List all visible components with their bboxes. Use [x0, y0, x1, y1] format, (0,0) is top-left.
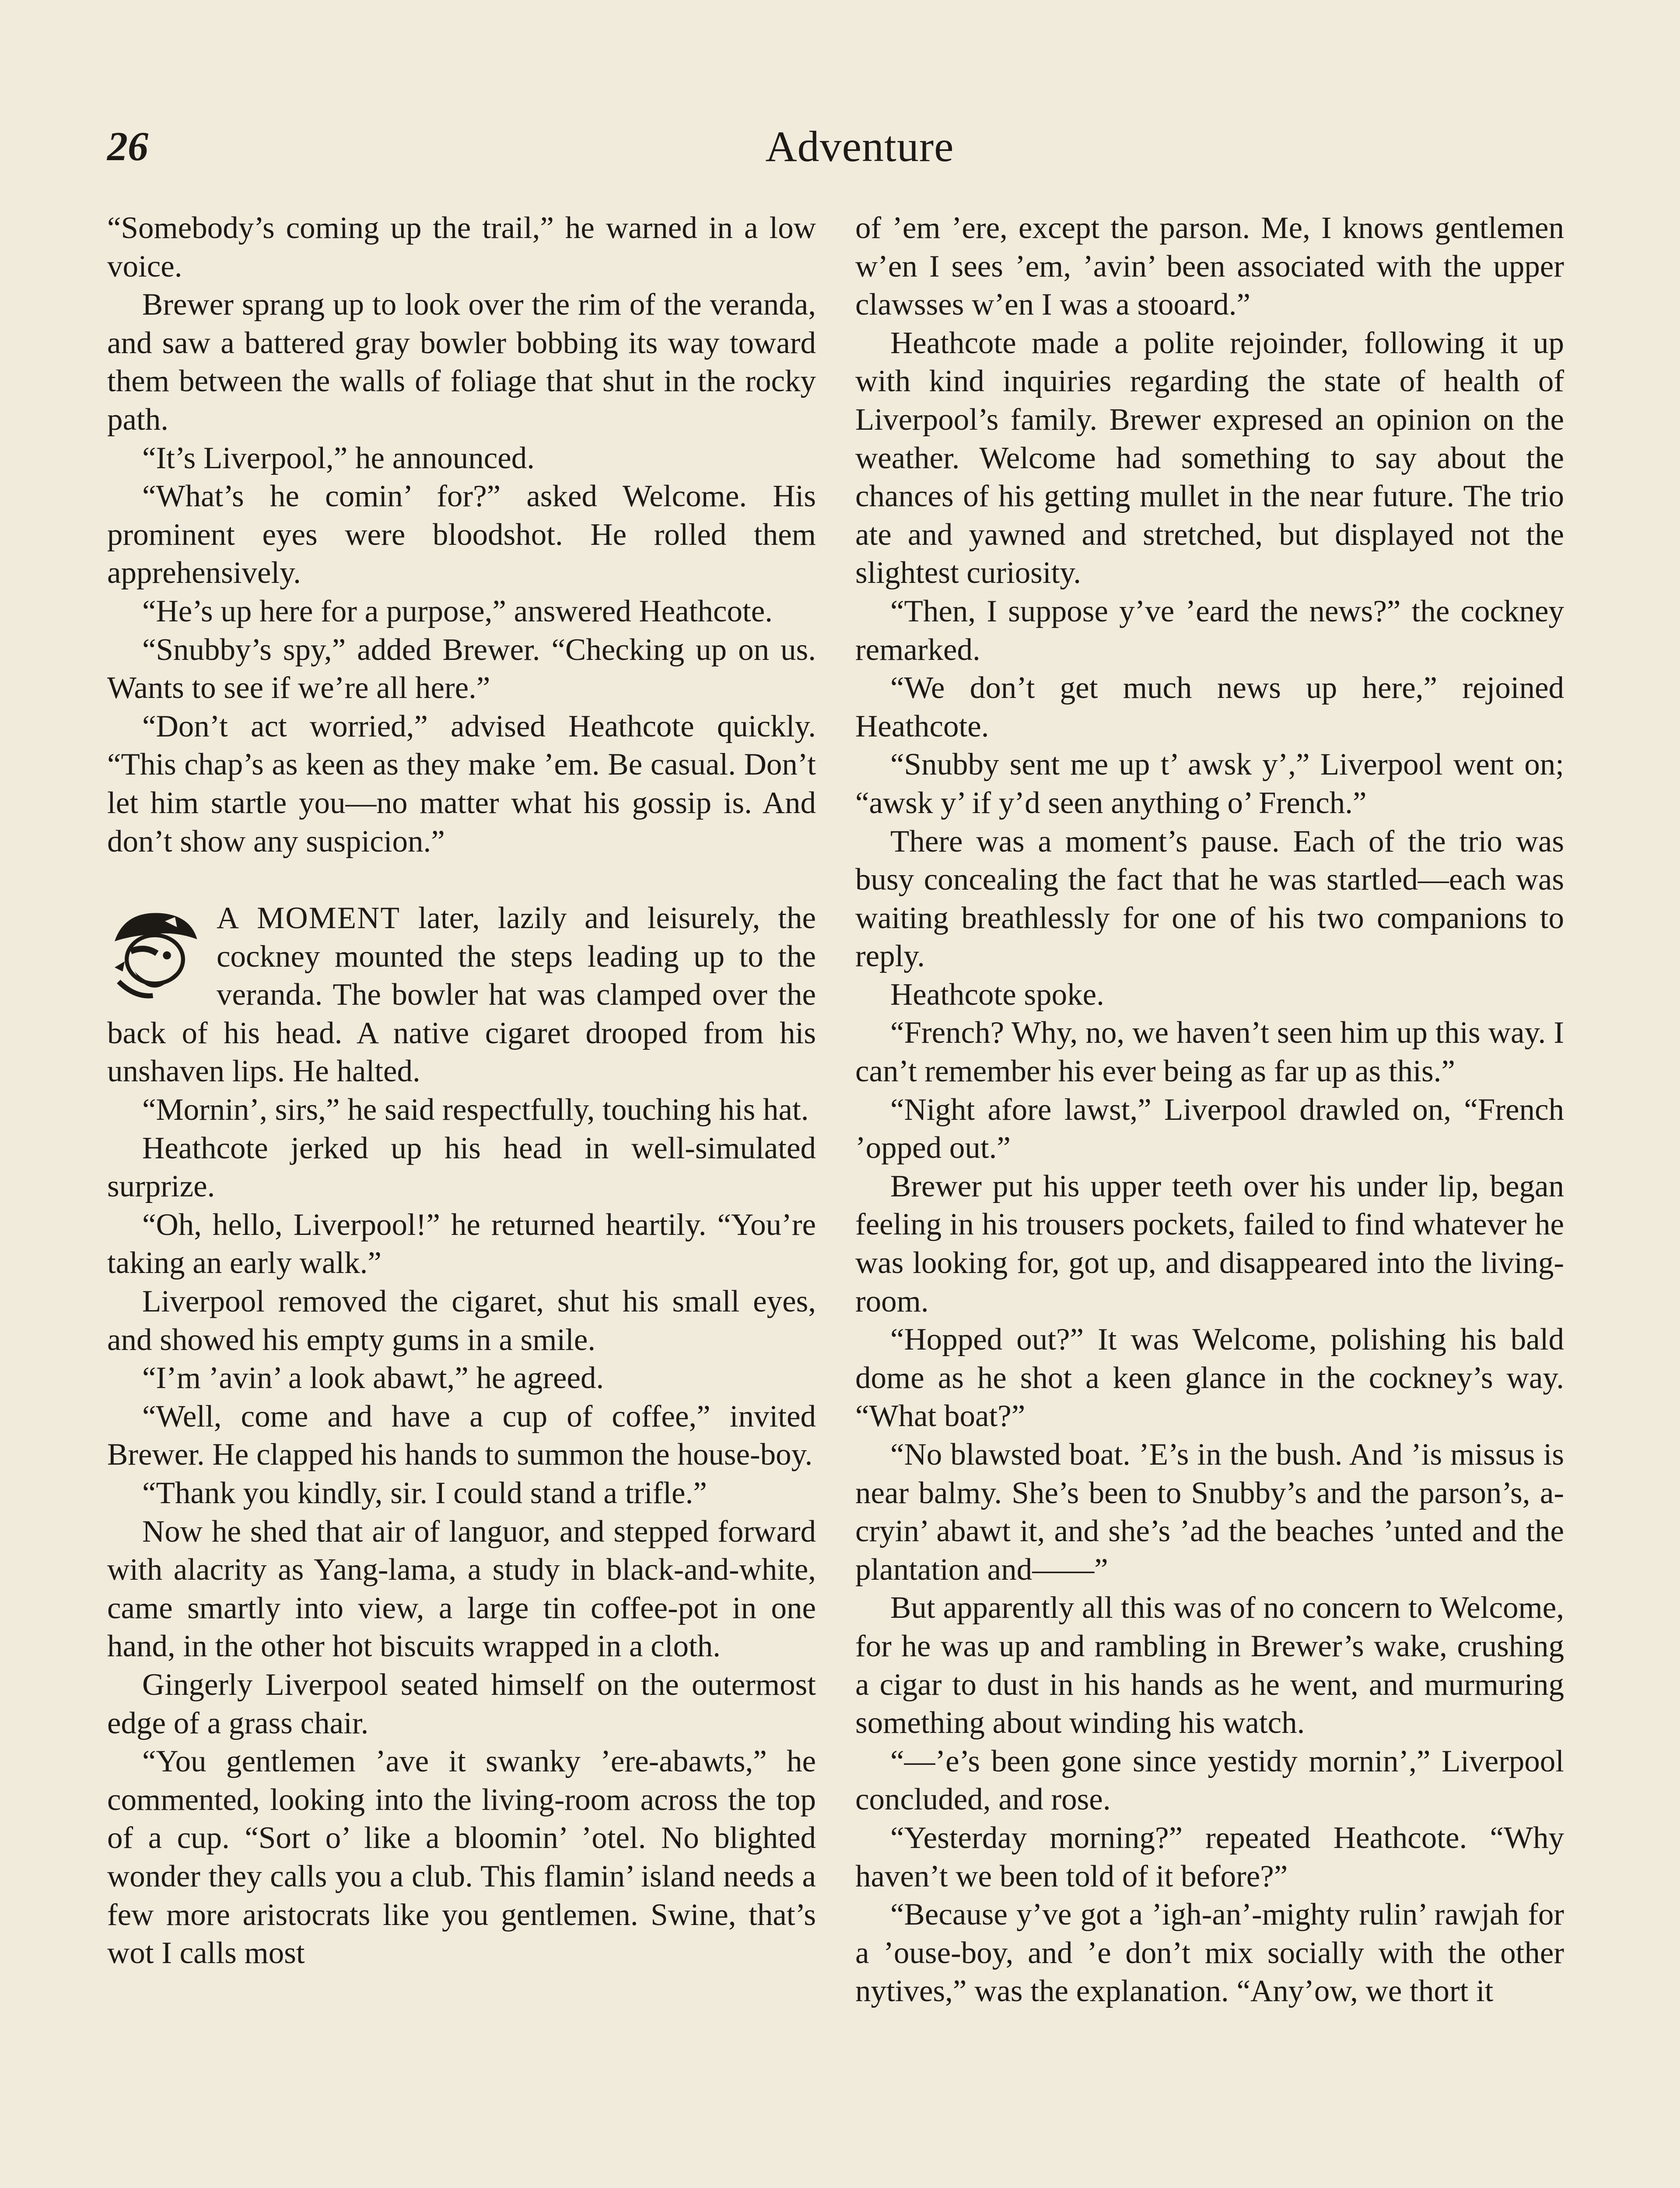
- paragraph: Heathcote jerked up his head in well-simulated surprize.: [107, 1131, 816, 1204]
- running-title: Adventure: [765, 122, 954, 171]
- paragraph: “Then, I suppose y’ve ’eard the news?” the cockney remarked.: [855, 594, 1564, 667]
- right-column: [855, 209, 1564, 2011]
- page-number: 26: [107, 124, 148, 169]
- paragraph: Brewer sprang up to look over the rim of the veranda, and saw a battered gray bowler bobbing its way toward them between the walls of foliage that shut in the rocky path.: [107, 288, 816, 437]
- left-column: [107, 209, 816, 1973]
- paragraph: Liverpool removed the cigaret, shut his small eyes, and showed his empty gums in a smile.: [107, 1284, 816, 1357]
- paragraph: There was a moment’s pause. Each of the trio was busy concealing the fact that he was startled—each was waiting breathlessly for one of his two companions to reply.: [855, 824, 1564, 974]
- paragraph: Gingerly Liverpool seated himself on the outermost edge of a grass chair.: [107, 1667, 816, 1740]
- paragraph: Brewer put his upper teeth over his under lip, began feeling in his trousers pockets, failed to find whatever he was looking for, got up, and disappeared into the living-room.: [855, 1169, 1564, 1318]
- paragraph: “What’s he comin’ for?” asked Welcome. His prominent eyes were bloodshot. He rolled them apprehensively.: [107, 479, 816, 590]
- paragraph: “—’e’s been gone since yestidy mornin’,” Liverpool concluded, and rose.: [855, 1744, 1564, 1817]
- paragraph: “Yesterday morning?” repeated Heathcote. “Why haven’t we been told of it before?”: [855, 1820, 1564, 1893]
- paragraph: But apparently all this was of no concern to Welcome, for he was up and rambling in Brewer’s wake, crushing a cigar to dust in his hands as he went, and murmuring something about winding his watch.: [855, 1591, 1564, 1740]
- paragraph: “Somebody’s coming up the trail,” he warned in a low voice.: [107, 211, 816, 284]
- paragraph: “He’s up here for a purpose,” answered Heathcote.: [142, 594, 773, 628]
- paragraph: Heathcote spoke.: [890, 977, 1104, 1012]
- paragraph: Heathcote made a polite rejoinder, following it up with kind inquiries regarding the state of health of Liverpool’s family. Brewer expresed an opinion on the weather. Welcome had something to say about the chances of his getting mullet in the near future. The trio ate and yawned and stretched, but displayed not the slightest curiosity.: [855, 326, 1564, 590]
- paragraph: “Because y’ve got a ’igh-an’-mighty rulin’ rawjah for a ’ouse-boy, and ’e don’t mix socially with the other nytives,” was the explanation. “Any’ow, we thort it: [855, 1897, 1564, 2009]
- paragraph: “No blawsted boat. ’E’s in the bush. And ’is missus is near balmy. She’s been to Snubby’s and the parson’s, a-cryin’ abawt it, and she’s ’ad the beaches ’unted and the plantation and——”: [855, 1438, 1564, 1587]
- paragraph: “It’s Liverpool,” he announced.: [142, 441, 535, 475]
- paragraph: Now he shed that air of languor, and stepped forward with alacrity as Yang-lama, a study in black-and-white, came smartly into view, a large tin coffee-pot in one hand, in the other hot biscuits wrapped in a cloth.: [107, 1514, 816, 1664]
- section-lead: A MOMENT: [217, 901, 400, 936]
- paragraph: “Hopped out?” It was Welcome, polishing his bald dome as he shot a keen glance in the cockney’s way. “What boat?”: [855, 1322, 1564, 1434]
- paragraph: “You gentlemen ’ave it swanky ’ere-abawts,” he commented, looking into the living-room across the top of a cup. “Sort o’ like a bloomin’ ’otel. No blighted wonder they calls you a club. This flamin’ island needs a few more aristocrats like you gentlemen. Swine, that’s wot I calls most: [107, 1744, 816, 1971]
- paragraph: “Well, come and have a cup of coffee,” invited Brewer. He clapped his hands to summon the house-boy.: [107, 1399, 816, 1472]
- paragraph: “French? Why, no, we haven’t seen him up this way. I can’t remember his ever being as far up as this.”: [855, 1016, 1564, 1089]
- paragraph: “I’m ’avin’ a look abawt,” he agreed.: [142, 1361, 604, 1396]
- paragraph: “Mornin’, sirs,” he said respectfully, touching his hat.: [142, 1093, 809, 1127]
- paragraph: “Oh, hello, Liverpool!” he returned heartily. “You’re taking an early walk.”: [107, 1207, 816, 1280]
- section-lead-rest: later, lazily and leisurely, the cockney mounted the steps leading up to the veranda. The bowler hat was clamped over the back of his head. A native cigaret drooped from his unshaven lips. He halted.: [107, 901, 816, 1089]
- paragraph-continued: of ’em ’ere, except the parson. Me, I knows gentlemen w’en I sees ’em, ’avin’ been associated with the upper clawsses w’en I was a stooard.”: [855, 211, 1564, 322]
- paragraph: “Snubby’s spy,” added Brewer. “Checking up on us. Wants to see if we’re all here.”: [107, 632, 816, 705]
- paragraph: “Don’t act worried,” advised Heathcote quickly. “This chap’s as keen as they make ’em. Be casual. Don’t let him startle you—no matter what his gossip is. And don’t show any suspicion.”: [107, 709, 816, 859]
- paragraph: “We don’t get much news up here,” rejoined Heathcote.: [855, 671, 1564, 743]
- paragraph: “Thank you kindly, sir. I could stand a trifle.”: [142, 1476, 707, 1510]
- section-break: [107, 899, 816, 1091]
- section-opening-paragraph: [107, 899, 816, 1091]
- page-header: [107, 118, 1577, 175]
- paragraph: “Snubby sent me up t’ awsk y’,” Liverpool went on; “awsk y’ if y’d seen anything o’ French.”: [855, 747, 1564, 820]
- pirate-head-icon: [105, 901, 205, 1002]
- paragraph: “Night afore lawst,” Liverpool drawled on, “French ’opped out.”: [855, 1092, 1564, 1165]
